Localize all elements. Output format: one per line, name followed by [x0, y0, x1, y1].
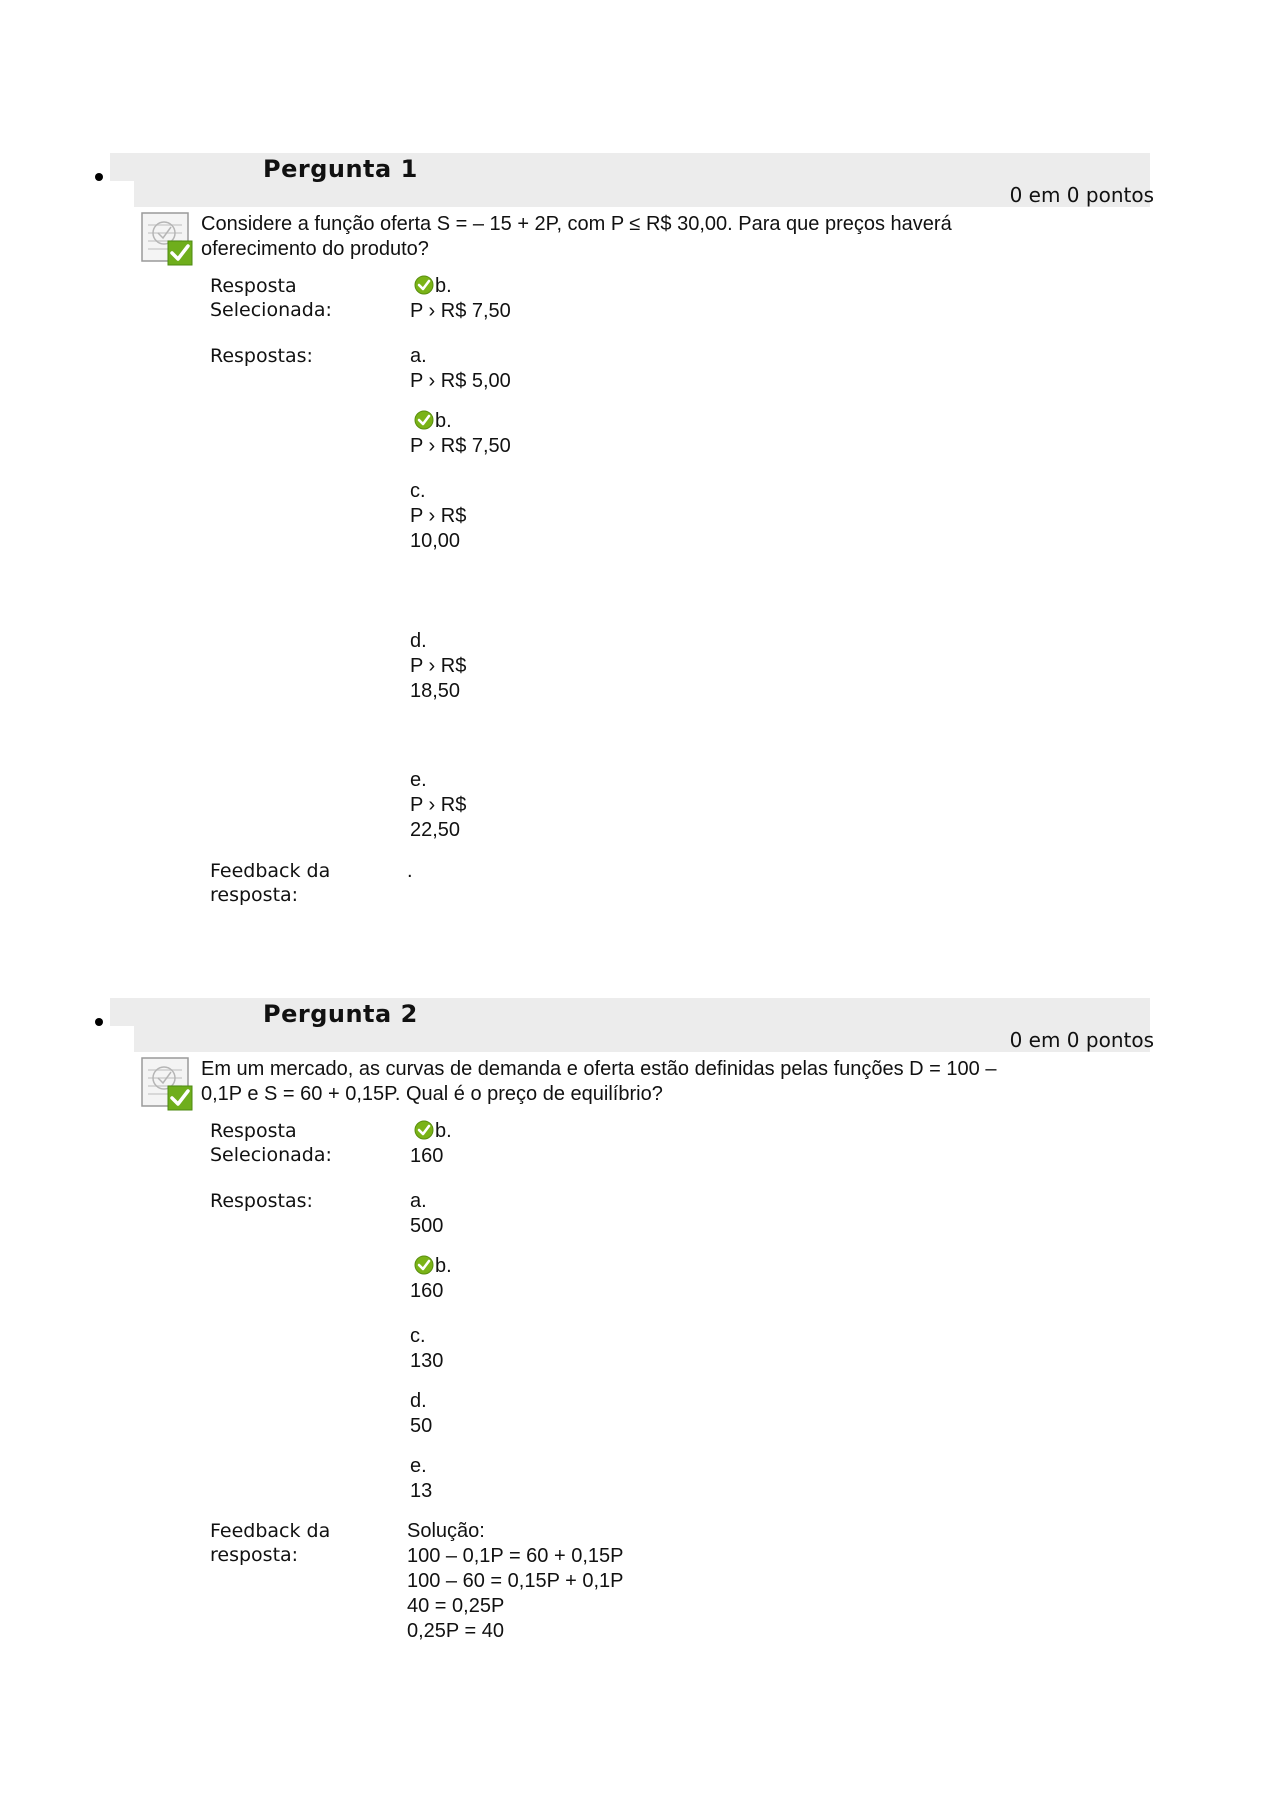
- check-circle-icon: [414, 1120, 434, 1140]
- question-points: 0 em 0 pontos: [1009, 1028, 1154, 1052]
- selected-answer: b. P › R$ 7,50: [410, 275, 511, 322]
- check-circle-icon: [414, 1255, 434, 1275]
- list-bullet: [95, 173, 103, 181]
- answer-option-e: e. P › R$ 22,50: [410, 769, 467, 841]
- correct-question-icon: [140, 1056, 196, 1112]
- answer-option-b: b. 160: [410, 1255, 452, 1302]
- question-text: Em um mercado, as curvas de demanda e oferta estão definidas pelas funções D = 100 – 0,1P e S = 60 + 0,15P. Qual é o preço de equilíbrio?: [201, 1058, 997, 1105]
- feedback-label: Feedback da resposta:: [210, 1520, 331, 1566]
- answers-label: Respostas:: [210, 1190, 313, 1212]
- answer-option-a: a. 500: [410, 1190, 444, 1237]
- selected-answer-label: Resposta Selecionada:: [210, 275, 332, 321]
- list-bullet: [95, 1018, 103, 1026]
- answer-option-b: b. P › R$ 7,50: [410, 410, 511, 457]
- answer-option-d: d. P › R$ 18,50: [410, 630, 467, 702]
- answer-option-d: d. 50: [410, 1390, 433, 1437]
- answer-option-a: a. P › R$ 5,00: [410, 345, 511, 392]
- selected-answer-label: Resposta Selecionada:: [210, 1120, 332, 1166]
- question-points: 0 em 0 pontos: [1009, 183, 1154, 207]
- feedback-label: Feedback da resposta:: [210, 860, 331, 906]
- correct-question-icon: [140, 211, 196, 267]
- feedback-text: .: [407, 860, 413, 882]
- question-title: Pergunta 2: [263, 1000, 418, 1028]
- feedback-text: Solução: 100 – 0,1P = 60 + 0,15P 100 – 60 = 0,15P + 0,1P 40 = 0,25P 0,25P = 40: [407, 1520, 624, 1642]
- question-title: Pergunta 1: [263, 155, 418, 183]
- answer-option-e: e. 13: [410, 1455, 433, 1502]
- selected-answer: b. 160: [410, 1120, 452, 1167]
- question-text: Considere a função oferta S = – 15 + 2P, com P ≤ R$ 30,00. Para que preços haverá oferecimento do produto?: [201, 213, 952, 260]
- check-circle-icon: [414, 410, 434, 430]
- answer-option-c: c. 130: [410, 1325, 444, 1372]
- check-circle-icon: [414, 275, 434, 295]
- answer-option-c: c. P › R$ 10,00: [410, 480, 467, 552]
- answers-label: Respostas:: [210, 345, 313, 367]
